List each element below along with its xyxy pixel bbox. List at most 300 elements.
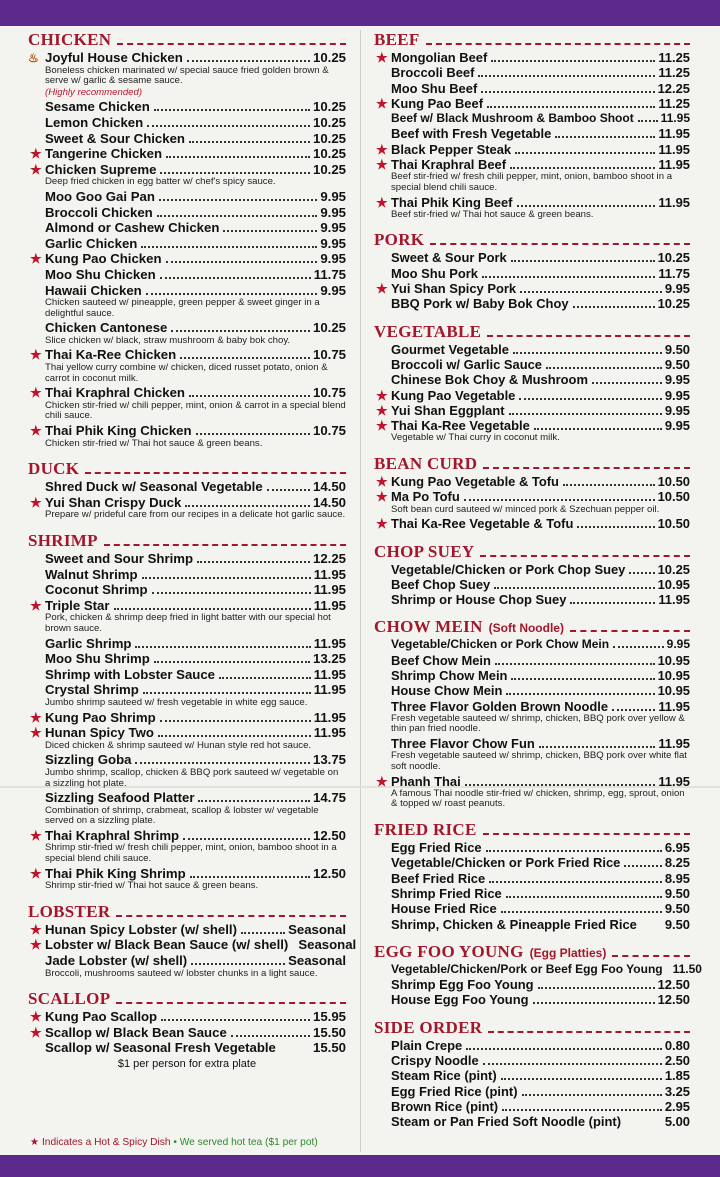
- section-beef: [374, 30, 690, 220]
- spicy-star-icon: ★: [376, 773, 388, 789]
- menu-item: [374, 992, 690, 1007]
- section-header: [374, 322, 690, 342]
- item-price: 10.25: [312, 99, 346, 115]
- item-name: Beef Chop Suey: [391, 576, 491, 592]
- section-header: [28, 989, 346, 1009]
- item-price: 10.25: [312, 161, 346, 177]
- item-name: Shrimp, Chicken & Pineapple Fried Rice: [391, 916, 637, 932]
- dashed-rule: [85, 465, 346, 474]
- dashed-rule: [104, 537, 346, 546]
- section-title: LOBSTER: [28, 901, 111, 921]
- leader-dots: [519, 398, 661, 400]
- item-price: 10.95: [657, 667, 690, 683]
- section-scallop: [28, 989, 346, 1070]
- menu-item: [374, 699, 690, 714]
- item-price: 10.95: [657, 576, 690, 592]
- item-description: Deep fried chicken in egg batter w/ chef's spicy sauce.: [45, 176, 276, 188]
- item-price: 9.95: [320, 251, 346, 267]
- item-name: House Chow Mein: [391, 683, 503, 699]
- leader-dots: [152, 592, 311, 594]
- item-description: Jumbo shrimp sauteed w/ fresh vegetable in white egg sauce.: [45, 696, 308, 708]
- leader-dots: [143, 692, 311, 694]
- leader-dots: [185, 505, 310, 507]
- item-price: 9.50: [664, 916, 690, 932]
- menu-item: [28, 828, 346, 844]
- item-name: Thai Kraphral Shrimp: [45, 827, 180, 843]
- item-name: Sizzling Goba: [45, 752, 132, 768]
- item-price: 9.50: [664, 356, 690, 372]
- menu-item: [374, 1053, 690, 1068]
- item-name: Thai Phik King Beef: [391, 194, 513, 210]
- menu-item: [28, 1009, 346, 1025]
- menu-item: [374, 126, 690, 141]
- item-name: Kung Pao Beef: [391, 95, 484, 111]
- menu-item: [374, 637, 690, 652]
- item-price: 10.25: [312, 320, 346, 336]
- item-name: Sesame Chicken: [45, 99, 150, 115]
- item-price: 11.95: [658, 736, 690, 752]
- item-description: Soft bean curd sauteed w/ minced pork & Szechuan pepper oil.: [391, 503, 660, 515]
- item-name: BBQ Pork w/ Baby Bok Choy: [391, 296, 569, 312]
- menu-item: [374, 250, 690, 265]
- item-name: Shrimp or House Chop Suey: [391, 592, 567, 608]
- item-price: 9.50: [664, 341, 690, 357]
- hot-spicy-legend: ★ Indicates a Hot & Spicy Dish: [30, 1137, 171, 1148]
- item-price: 10.25: [312, 114, 346, 130]
- item-name: Tangerine Chicken: [45, 146, 163, 162]
- item-name: Lobster w/ Black Bean Sauce (w/ shell): [45, 937, 289, 953]
- dashed-rule: [116, 908, 346, 917]
- item-name: Brown Rice (pint): [391, 1098, 499, 1114]
- top-purple-band: [0, 0, 720, 26]
- item-name: Crystal Shrimp: [45, 682, 139, 698]
- item-name: Beef Fried Rice: [391, 870, 486, 886]
- menu-item: [28, 131, 346, 147]
- spicy-star-icon: ★: [30, 423, 42, 439]
- menu-item: [374, 65, 690, 80]
- item-price: 11.95: [313, 709, 346, 725]
- menu-item: [374, 1068, 690, 1083]
- item-name: Triple Star: [45, 597, 110, 613]
- leader-dots: [510, 167, 655, 169]
- spicy-star-icon: ★: [30, 161, 42, 177]
- item-description: Chicken stir-fried w/ chili pepper, mint, onion & carrot in a special blend chili sauce.: [45, 399, 346, 422]
- spicy-star-icon: ★: [30, 827, 42, 843]
- item-price: 10.50: [657, 489, 690, 505]
- menu-item: [28, 582, 346, 598]
- item-price: 11.95: [658, 141, 690, 157]
- extra-plate-note: $1 per person for extra plate: [117, 1058, 257, 1070]
- spicy-star-icon: ★: [30, 1024, 42, 1040]
- section-title: FRIED RICE: [374, 820, 477, 840]
- section-egg-foo-young: [374, 941, 702, 1008]
- menu-item: [374, 357, 690, 372]
- item-price: 11.75: [313, 266, 346, 282]
- item-description: Chicken stir-fried w/ Thai hot sauce & green beans.: [45, 437, 263, 449]
- leader-dots: [511, 260, 655, 262]
- item-price: 3.25: [664, 1083, 690, 1099]
- item-price: 9.95: [320, 220, 346, 236]
- menu-item: [28, 953, 346, 969]
- leader-dots: [180, 357, 310, 359]
- item-name: Chinese Bok Choy & Mushroom: [391, 372, 588, 388]
- spicy-star-icon: ★: [30, 597, 42, 613]
- item-name: Vegetable/Chicken or Pork Fried Rice: [391, 855, 621, 871]
- leader-dots: [160, 172, 310, 174]
- dashed-rule: [488, 1024, 690, 1033]
- item-price: 9.95: [320, 188, 346, 204]
- menu-item: [374, 1038, 690, 1053]
- section-note: (Soft Noodle): [488, 621, 564, 636]
- item-name: Walnut Shrimp: [45, 566, 138, 582]
- dashed-rule: [570, 623, 690, 632]
- item-name: Yui Shan Eggplant: [391, 402, 505, 418]
- menu-item: [28, 283, 346, 299]
- item-name: Garlic Chicken: [45, 235, 138, 251]
- item-name: Scallop w/ Black Bean Sauce: [45, 1024, 227, 1040]
- spicy-star-icon: ★: [30, 921, 42, 937]
- dashed-rule: [117, 36, 346, 45]
- section-lobster: [28, 901, 357, 979]
- item-name: Hunan Spicy Lobster (w/ shell): [45, 921, 237, 937]
- section-title: CHOW MEIN: [374, 617, 483, 637]
- menu-item: [28, 667, 346, 683]
- menu-left-column: [28, 30, 357, 1080]
- leader-dots: [495, 663, 655, 665]
- item-price: 10.25: [312, 130, 346, 146]
- menu-item: [28, 752, 346, 768]
- leader-dots: [511, 678, 654, 680]
- item-price: 11.95: [658, 194, 690, 210]
- leader-dots: [502, 1109, 662, 1111]
- menu-item: [28, 220, 346, 236]
- section-chicken: [28, 30, 346, 449]
- menu-item: [374, 50, 690, 65]
- spicy-star-icon: ★: [30, 725, 42, 741]
- menu-item: [374, 683, 690, 698]
- item-name: Moo Shu Pork: [391, 265, 478, 281]
- spicy-star-icon: ★: [376, 474, 388, 490]
- leader-dots: [501, 911, 662, 913]
- leader-dots: [520, 291, 662, 293]
- leader-dots: [197, 561, 310, 563]
- menu-item: [28, 423, 346, 439]
- spicy-star-icon: ★: [30, 709, 42, 725]
- leader-dots: [135, 646, 310, 648]
- leader-dots: [219, 677, 311, 679]
- item-price: 10.95: [657, 652, 690, 668]
- leader-dots: [187, 60, 310, 62]
- menu-item: [28, 636, 346, 652]
- menu-item: [374, 886, 690, 901]
- section-header: [374, 942, 690, 962]
- menu-item: [28, 205, 346, 221]
- leader-dots: [506, 896, 662, 898]
- item-price: 6.95: [664, 840, 690, 856]
- item-name: Almond or Cashew Chicken: [45, 220, 220, 236]
- item-price: 9.95: [664, 418, 690, 434]
- item-name: Black Pepper Steak: [391, 141, 512, 157]
- section-vegetable: [374, 322, 690, 444]
- item-description: Fresh vegetable sauteed w/ shrimp, chicken, BBQ pork over white flat soft noodle.: [391, 750, 687, 772]
- leader-dots: [539, 746, 656, 748]
- leader-dots: [555, 136, 655, 138]
- leader-dots: [189, 395, 310, 397]
- item-name: Thai Phik King Chicken: [45, 423, 192, 439]
- item-price: 9.95: [664, 372, 690, 388]
- item-name: Garlic Shrimp: [45, 635, 132, 651]
- leader-dots: [483, 1063, 662, 1065]
- menu-item: [374, 1114, 690, 1129]
- menu-item: [374, 372, 690, 387]
- item-price: 8.95: [664, 870, 690, 886]
- leader-dots: [231, 1035, 310, 1037]
- leader-dots: [482, 276, 655, 278]
- item-name: Moo Shu Chicken: [45, 266, 156, 282]
- spicy-star-icon: ★: [30, 494, 42, 510]
- leader-dots: [160, 720, 311, 722]
- dashed-rule: [116, 995, 346, 1004]
- item-name: Jade Lobster (w/ shell): [45, 953, 188, 969]
- item-name: Gourmet Vegetable: [391, 341, 509, 357]
- leader-dots: [135, 762, 310, 764]
- item-price: 2.95: [664, 1098, 690, 1114]
- menu-item: [374, 901, 690, 916]
- spicy-star-icon: ★: [30, 385, 42, 401]
- section-header: [374, 454, 690, 474]
- item-price: 12.25: [657, 80, 690, 96]
- menu-item: [28, 162, 346, 178]
- menu-item: [28, 1025, 346, 1041]
- item-price: 8.25: [664, 855, 690, 871]
- leader-dots: [638, 120, 658, 122]
- item-description: Beef stir-fried w/ fresh chili pepper, mint, onion, bamboo shoot in a special blend chili sauce.: [391, 171, 673, 193]
- item-price: 11.95: [660, 111, 690, 126]
- menu-item: [374, 577, 690, 592]
- item-price: 9.95: [666, 637, 690, 652]
- item-name: Moo Shu Shrimp: [45, 651, 150, 667]
- section-shrimp: [28, 531, 346, 892]
- item-description: Chicken sauteed w/ pineapple, green pepper & sweet ginger in a delightful sauce.: [45, 297, 320, 319]
- section-title: PORK: [374, 230, 425, 250]
- item-price: 11.95: [658, 157, 690, 173]
- item-price: 12.50: [657, 977, 690, 993]
- item-name: Scallop w/ Seasonal Fresh Vegetable: [45, 1040, 276, 1056]
- item-name: Thai Ka-Ree Chicken: [45, 347, 177, 363]
- item-name: Crispy Noodle: [391, 1053, 479, 1068]
- item-name: Chicken Cantonese: [45, 320, 168, 336]
- item-price: 10.25: [657, 250, 690, 266]
- section-title: CHICKEN: [28, 30, 112, 49]
- leader-dots: [613, 646, 664, 648]
- leader-dots: [509, 413, 662, 415]
- item-name: Kung Pao Shrimp: [45, 709, 156, 725]
- menu-item: [374, 418, 690, 433]
- menu-right-column: [374, 30, 702, 1139]
- item-price: 14.50: [312, 479, 346, 495]
- section-header: [28, 902, 346, 922]
- item-description: Boneless chicken marinated w/ special sauce fried golden brown & serve w/ garlic & sesame sauce.: [45, 64, 329, 87]
- spicy-star-icon: ★: [30, 146, 42, 162]
- item-name: Joyful House Chicken: [45, 50, 183, 65]
- item-description: Shrimp stir-fried w/ fresh chili pepper, mint, onion, bamboo shoot in a special blend chili sauce.: [45, 842, 337, 865]
- menu-item: [28, 598, 346, 614]
- menu-item: [28, 922, 346, 938]
- item-name: Steam Rice (pint): [391, 1068, 497, 1084]
- item-description: Shrimp stir-fried w/ Thai hot sauce & green beans.: [45, 880, 259, 892]
- item-name: Three Flavor Golden Brown Noodle: [391, 698, 609, 714]
- menu-item: [28, 50, 346, 66]
- item-price: 10.75: [312, 347, 346, 363]
- item-price: 2.50: [664, 1053, 690, 1068]
- spicy-star-icon: ★: [376, 418, 388, 434]
- menu-item: [28, 99, 346, 115]
- spicy-star-icon: ★: [376, 387, 388, 403]
- item-name: Sweet & Sour Chicken: [45, 130, 185, 146]
- item-price: 15.50: [312, 1040, 346, 1056]
- section-header: [374, 617, 690, 637]
- leader-dots: [196, 433, 310, 435]
- menu-item: [28, 551, 346, 567]
- column-divider: [360, 30, 361, 1152]
- item-price: Seasonal: [288, 921, 346, 937]
- spicy-star-icon: ★: [30, 251, 42, 267]
- section-title: DUCK: [28, 459, 80, 479]
- item-name: House Egg Foo Young: [391, 992, 529, 1008]
- item-name: Shrimp with Lobster Sauce: [45, 666, 216, 682]
- item-description: Fresh vegetable sauteed w/ shrimp, chicken, BBQ pork over yellow & thin pan fried noodle.: [391, 712, 685, 735]
- menu-item: [28, 682, 346, 698]
- item-price: 11.95: [313, 725, 346, 741]
- leader-dots: [154, 661, 310, 663]
- item-description: Thai yellow curry combine w/ chicken, diced russet potato, onion & carrot in coconut milk.: [45, 362, 328, 384]
- item-price: 12.50: [657, 992, 690, 1008]
- leader-dots: [190, 876, 310, 878]
- item-price: 12.50: [312, 827, 346, 843]
- section-note: (Egg Platties): [529, 945, 607, 960]
- menu-item: [374, 855, 690, 870]
- item-price: 14.50: [312, 494, 346, 510]
- leader-dots: [629, 572, 654, 574]
- dashed-rule: [483, 460, 690, 469]
- menu-item: [374, 736, 690, 751]
- item-name: Chicken Supreme: [45, 161, 157, 177]
- item-price: 11.95: [313, 666, 346, 682]
- dashed-rule: [426, 36, 690, 45]
- item-price: 10.75: [312, 423, 346, 439]
- item-name: Sizzling Seafood Platter: [45, 790, 195, 806]
- spicy-star-icon: ★: [376, 194, 388, 210]
- item-description: Broccoli, mushrooms sauteed w/ lobster chunks in a light sauce.: [45, 967, 318, 979]
- leader-dots: [624, 865, 661, 867]
- item-price: 13.75: [312, 752, 346, 768]
- item-name: Thai Ka-Ree Vegetable: [391, 418, 530, 434]
- leader-dots: [191, 963, 285, 965]
- item-price: 11.25: [658, 50, 690, 65]
- spicy-star-icon: ★: [376, 402, 388, 418]
- item-price: 10.50: [657, 516, 690, 532]
- item-name: Kung Pao Scallop: [45, 1009, 158, 1025]
- item-name: Beef Chow Mein: [391, 652, 491, 668]
- spicy-star-icon: ★: [376, 95, 388, 111]
- leader-dots: [267, 489, 310, 491]
- section-title: BEEF: [374, 30, 420, 49]
- item-name: Moo Goo Gai Pan: [45, 188, 155, 204]
- hot-tea-note: • We served hot tea ($1 per pot): [170, 1137, 318, 1148]
- leader-dots: [241, 932, 285, 934]
- leader-dots: [570, 602, 655, 604]
- dashed-rule: [480, 548, 690, 557]
- leader-dots: [478, 75, 655, 77]
- item-price: 11.95: [658, 773, 690, 789]
- item-price: 11.95: [658, 698, 690, 714]
- item-price: 10.25: [312, 50, 346, 65]
- menu-item: [374, 142, 690, 157]
- section-chow-mein: [374, 617, 690, 810]
- item-price: Seasonal: [298, 937, 357, 953]
- section-header: [28, 531, 346, 551]
- item-price: Seasonal: [288, 953, 346, 969]
- leader-dots: [160, 277, 311, 279]
- item-name: Moo Shu Beef: [391, 80, 478, 96]
- menu-item: [28, 725, 346, 741]
- leader-dots: [161, 1019, 310, 1021]
- item-name: Vegetable/Chicken or Pork Chow Mein: [391, 637, 610, 652]
- menu-item: [374, 281, 690, 296]
- item-price: 11.95: [313, 582, 346, 598]
- dashed-rule: [483, 826, 690, 835]
- menu-item: [374, 157, 690, 172]
- spicy-star-icon: ★: [376, 516, 388, 532]
- section-pork: [374, 230, 690, 311]
- item-name: Vegetable/Chicken/Pork or Beef Egg Foo Young: [391, 961, 663, 976]
- item-price: 11.95: [658, 126, 690, 142]
- item-price: 10.95: [657, 683, 690, 699]
- leader-dots: [517, 205, 656, 207]
- house-special-icon: ♨: [28, 51, 39, 65]
- item-name: Thai Phik King Shrimp: [45, 865, 186, 881]
- leader-dots: [513, 352, 662, 354]
- section-header: [374, 542, 690, 562]
- item-description: Combination of shrimp, crabmeat, scallop & lobster w/ vegetable served on a sizzling plate.: [45, 804, 319, 827]
- item-name: Shrimp Fried Rice: [391, 885, 502, 901]
- menu-item: [374, 342, 690, 357]
- item-name: Kung Pao Vegetable: [391, 387, 516, 403]
- menu-item: [28, 320, 346, 336]
- item-description: Pork, chicken & shrimp deep fried in light batter with our special hot brown sauce.: [45, 612, 331, 634]
- item-name: Yui Shan Crispy Duck: [45, 494, 182, 510]
- leader-dots: [546, 367, 662, 369]
- leader-dots: [506, 693, 654, 695]
- leader-dots: [515, 152, 655, 154]
- item-name: Beef with Fresh Vegetable: [391, 126, 552, 142]
- item-description: Prepare w/ prideful care from our recipes in a delicate hot garlic sauce.: [45, 509, 346, 521]
- spicy-star-icon: ★: [376, 50, 388, 65]
- menu-item: [28, 146, 346, 162]
- leader-dots: [189, 141, 310, 143]
- section-header: [374, 820, 690, 840]
- item-price: 9.95: [664, 402, 690, 418]
- leader-dots: [612, 709, 655, 711]
- section-header: [374, 30, 690, 50]
- menu-item: [28, 479, 346, 495]
- item-name: Thai Kraphral Beef: [391, 157, 507, 173]
- item-price: 11.95: [313, 597, 346, 613]
- item-price: 12.25: [312, 551, 346, 566]
- menu-item: [374, 774, 690, 789]
- leader-dots: [592, 382, 662, 384]
- menu-item: [28, 790, 346, 806]
